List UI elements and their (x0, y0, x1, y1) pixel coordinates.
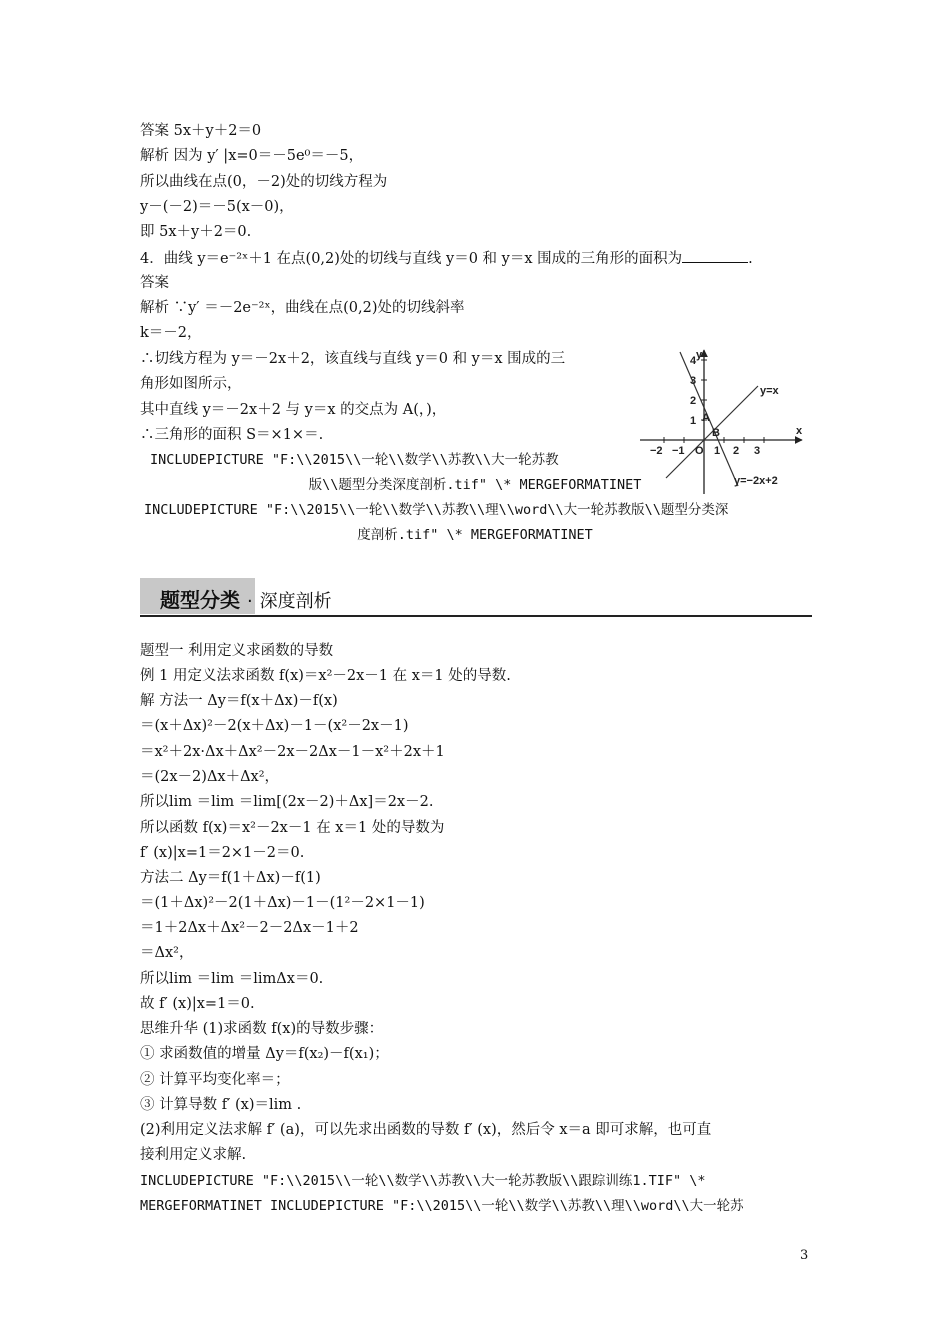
text-line: ∴切线方程为 y＝－2x＋2，该直线与直线 y＝0 和 y＝x 围成的三 (140, 351, 566, 367)
text-line: 接利用定义求解. (140, 1147, 247, 1163)
point-b-label: B (712, 427, 720, 439)
x-tick-label: 3 (754, 445, 761, 457)
text-line: ＝1＋2Δx＋Δx²－2－2Δx－1＋2 (140, 920, 359, 936)
point-a-label: A (702, 412, 710, 424)
field-code: 版\\题型分类深度剖析.tif" \* MERGEFORMATINET (308, 477, 642, 493)
field-code: INCLUDEPICTURE "F:\\2015\\一轮\\数学\\苏教\\理\\word\\大一轮苏教版\\题型分类深 (144, 502, 729, 518)
banner-rule (140, 615, 812, 617)
y-tick-label: 2 (690, 395, 697, 407)
text-line: 故 f′ (x)|x=1＝0. (140, 996, 255, 1012)
text-line: 所以lim ＝lim ＝limΔx＝0. (140, 971, 324, 987)
text-line: (2)利用定义法求解 f′ (a)，可以先求出函数的导数 f′ (x)，然后令 x＝a 即可求解，也可直 (140, 1122, 712, 1138)
answer-3: 答案 5x＋y＋2＝0 (140, 123, 262, 139)
y-axis-label: y (696, 349, 703, 361)
page-number: 3 (800, 1248, 809, 1263)
origin-label: O (695, 445, 704, 457)
text-line: y－(－2)＝－5(x－0)， (140, 199, 294, 215)
text-line: 其中直线 y＝－2x＋2 与 y＝x 的交点为 A(，)， (140, 402, 447, 418)
y-tick-label: 3 (690, 375, 697, 387)
x-tick-label: 1 (714, 445, 721, 457)
line-label-y-2x: y=−2x+2 (734, 475, 778, 487)
text-line: k＝－2， (140, 325, 202, 341)
text-line: ＝(2x－2)Δx＋Δx²， (140, 769, 280, 785)
step-3: ③ 计算导数 f′ (x)＝lim . (140, 1097, 302, 1113)
triangle-figure (636, 344, 808, 496)
analysis-3: 解析 因为 y′ |x=0＝－5e⁰＝－5， (140, 148, 364, 164)
section-heading: 题型一 利用定义求函数的导数 (140, 643, 334, 659)
answer-blank (682, 248, 748, 263)
text-line: 角形如图所示， (140, 376, 242, 392)
summary-heading: 思维升华 (1)求函数 f(x)的导数步骤： (140, 1021, 384, 1037)
x-tick-label: −2 (650, 445, 663, 457)
answer-4: 答案 (140, 275, 169, 291)
text-line: 所以函数 f(x)＝x²－2x－1 在 x＝1 处的导数为 (140, 820, 445, 836)
text-line: ＝x²＋2x·Δx＋Δx²－2x－2Δx－1－x²＋2x＋1 (140, 744, 445, 760)
text-line: ＝(1＋Δx)²－2(1＋Δx)－1－(1²－2×1－1) (140, 895, 425, 911)
y-tick-label: 1 (690, 415, 697, 427)
section-banner (140, 578, 812, 616)
text-line: ＝(x＋Δx)²－2(x＋Δx)－1－(x²－2x－1) (140, 718, 409, 734)
banner-title: 题型分类 · 深度剖析 (160, 588, 332, 612)
analysis-4: 解析 ∵y′ ＝－2e⁻²ˣ，曲线在点(0,2)处的切线斜率 (140, 300, 465, 316)
example-1: 例 1 用定义法求函数 f(x)＝x²－2x－1 在 x＝1 处的导数. (140, 668, 511, 684)
text-line: 方法二 Δy＝f(1＋Δx)－f(1) (140, 870, 321, 886)
text-line: ＝Δx²， (140, 945, 194, 961)
field-code: INCLUDEPICTURE "F:\\2015\\一轮\\数学\\苏教\\大一轮苏教版\\跟踪训练1.TIF" \* (140, 1173, 706, 1189)
text-line: 解 方法一 Δy＝f(x＋Δx)－f(x) (140, 693, 338, 709)
field-code: MERGEFORMATINET INCLUDEPICTURE "F:\\2015\\一轮\\数学\\苏教\\理\\word\\大一轮苏 (140, 1198, 744, 1214)
y-tick-label: 4 (690, 355, 697, 367)
text-line: ∴三角形的面积 S＝×1×＝. (140, 427, 324, 443)
line-label-y-x: y=x (760, 385, 779, 397)
x-tick-label: 2 (733, 445, 740, 457)
text-line: 所以lim ＝lim ＝lim[(2x－2)＋Δx]＝2x－2. (140, 794, 434, 810)
step-1: ① 求函数值的增量 Δy＝f(x₂)－f(x₁)； (140, 1046, 389, 1062)
text-line: 即 5x＋y＋2＝0. (140, 224, 252, 240)
x-axis-label: x (796, 425, 803, 437)
text-line: f′ (x)|x=1＝2×1－2＝0. (140, 845, 305, 861)
step-2: ② 计算平均变化率＝； (140, 1072, 290, 1088)
question-4: 4．曲线 y＝e⁻²ˣ＋1 在点(0,2)处的切线与直线 y＝0 和 y＝x 围成的三角形的面积为 . (140, 248, 753, 269)
field-code: 度剖析.tif" \* MERGEFORMATINET (357, 527, 593, 543)
x-tick-label: −1 (672, 445, 685, 457)
text-line: 所以曲线在点(0，－2)处的切线方程为 (140, 174, 388, 190)
field-code: INCLUDEPICTURE "F:\\2015\\一轮\\数学\\苏教\\大一轮苏教 (150, 452, 559, 468)
